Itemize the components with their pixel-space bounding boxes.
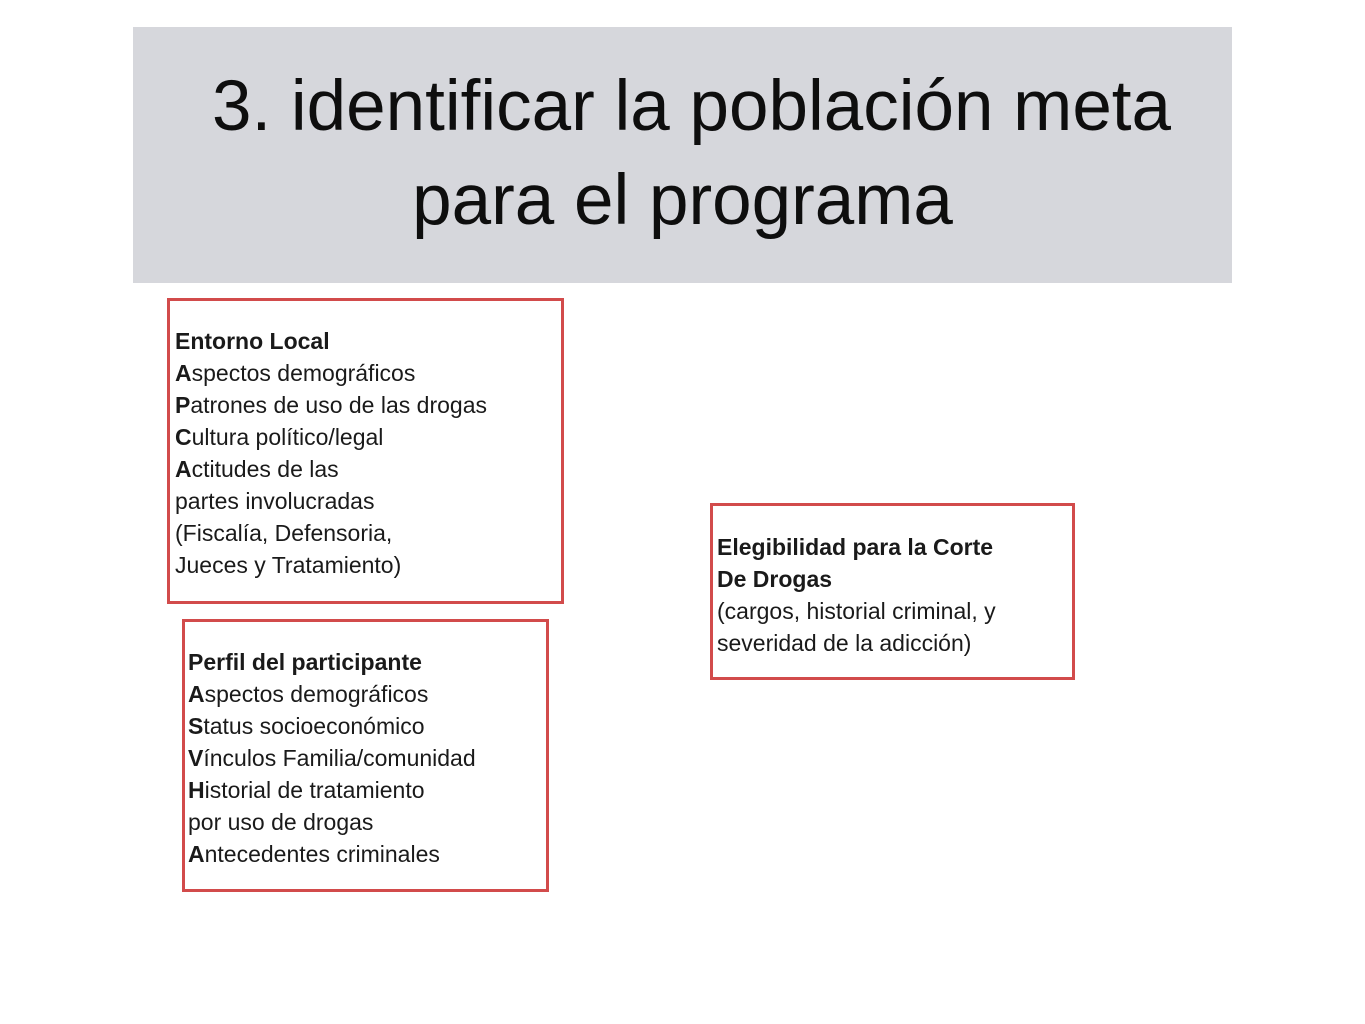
perfil-item-status: Status socioeconómico <box>188 713 425 739</box>
entorno-continuation-line: partes involucradas <box>175 488 375 514</box>
entorno-continuation-line: (Fiscalía, Defensoria, <box>175 520 393 546</box>
elegibilidad-heading-line-2: De Drogas <box>717 566 833 592</box>
elegibilidad-body-line-2: severidad de la adicción) <box>717 630 972 656</box>
perfil-item-vinculos: Vínculos Familia/comunidad <box>188 745 476 771</box>
elegibilidad-body-line-1: (cargos, historial criminal, y <box>717 598 996 624</box>
slide-title-line-2: para el programa <box>412 161 953 240</box>
entorno-continuation-line: Jueces y Tratamiento) <box>175 552 402 578</box>
entorno-item-actitudes: Actitudes de las <box>175 456 339 482</box>
perfil-item-demograficos: Aspectos demográficos <box>188 681 429 707</box>
entorno-item-patrones: Patrones de uso de las drogas <box>175 392 487 418</box>
entorno-item-cultura: Cultura político/legal <box>175 424 384 450</box>
perfil-participante-heading: Perfil del participante <box>188 649 422 675</box>
entorno-local-heading: Entorno Local <box>175 328 330 354</box>
slide-title <box>133 60 1232 248</box>
perfil-participante-box <box>182 619 549 892</box>
slide-title-line-1: 3. identificar la población meta <box>211 67 1172 146</box>
elegibilidad-box <box>710 503 1075 680</box>
entorno-local-box <box>167 298 564 604</box>
perfil-continuation-line: por uso de drogas <box>188 809 374 835</box>
elegibilidad-heading-line-1: Elegibilidad para la Corte <box>717 534 994 560</box>
perfil-item-antecedentes: Antecedentes criminales <box>188 841 440 867</box>
perfil-item-historial: Historial de tratamiento <box>188 777 425 803</box>
entorno-item-demograficos: Aspectos demográficos <box>175 360 416 386</box>
